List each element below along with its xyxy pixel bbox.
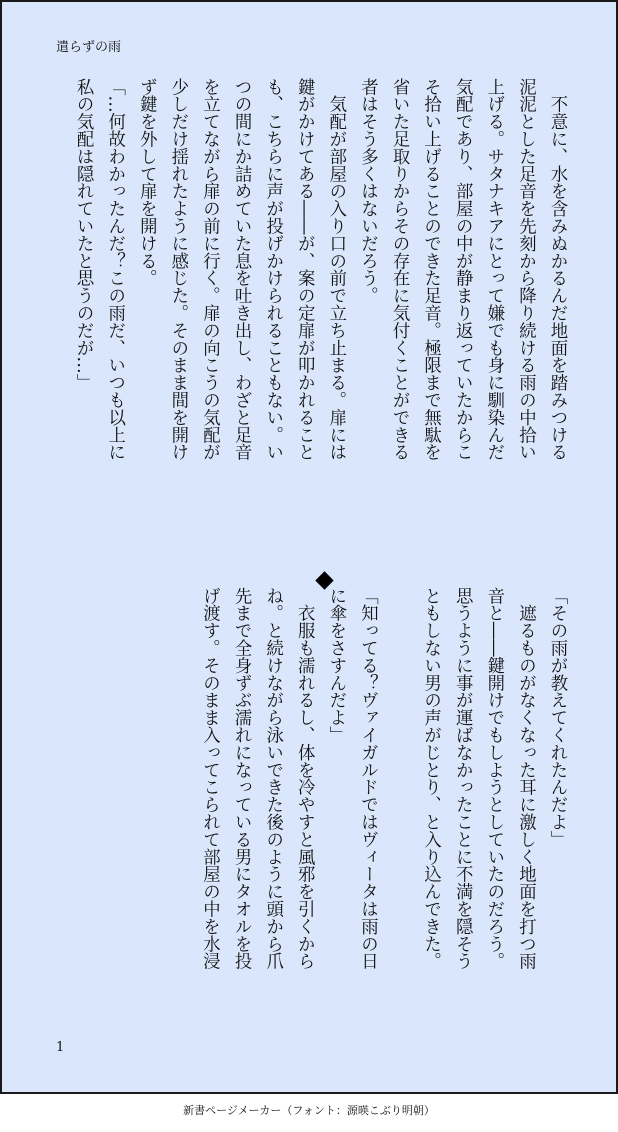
text-line: 泥泥とした足音を先刻から降り続ける雨の中拾い xyxy=(515,78,536,461)
text-block-bottom xyxy=(193,587,572,1007)
text-line: 「知ってる？ヴァイガルドではヴィータは雨の日 xyxy=(357,587,378,970)
text-line: 気配であり、部屋の中が静まり返っていたからこ xyxy=(452,78,473,461)
text-line: そ拾い上げることのできた足音。極限まで無駄を xyxy=(420,78,441,461)
text-line: げ渡す。そのまま入ってこられて部屋の中を水浸 xyxy=(199,587,220,970)
text-line: 省いた足取りからその存在に気付くことができる xyxy=(389,78,410,461)
text-line: 少しだけ揺れたように感じた。そのまま間を開け xyxy=(167,78,188,461)
text-line: 「その雨が教えてくれたんだよ」 xyxy=(547,587,567,848)
text-line: に傘をさすんだよ」 xyxy=(325,587,346,744)
page-title: 遣らずの雨 xyxy=(56,40,122,55)
page-number: 1 xyxy=(56,1040,65,1055)
text-line: ず鍵を外して扉を開ける。 xyxy=(136,78,157,287)
text-line: を立てながら扉の前に行く。扉の向こうの気配が xyxy=(199,78,220,461)
text-line: 衣服も濡れるし、体を冷やすと風邪を引くから xyxy=(294,587,315,970)
text-line: 音と――鍵開けでもしようとしていたのだろう。 xyxy=(483,587,504,970)
text-line: 私の気配は隠れていたと思うのだが…」 xyxy=(73,78,94,392)
text-line: 思うように事が運ばなかったことに不満を隠そう xyxy=(452,587,473,970)
text-line: ともしない男の声がじとり、と入り込んできた。 xyxy=(420,587,441,970)
text-line: 鍵がかけてある――が、案の定扉が叩かれること xyxy=(294,78,315,461)
text-line: ね。と続けながら泳いできた後のように頭から爪 xyxy=(262,587,283,970)
text-line: つの間にか詰めていた息を吐き出し、わざと足音 xyxy=(231,78,252,461)
text-line: 気配が部屋の入り口の前で立ち止まる。扉には xyxy=(325,78,346,461)
footer-credit: 新書ページメーカー（フォント：源暎こぶり明朝） xyxy=(183,1104,435,1117)
text-line-blank xyxy=(382,587,414,1007)
text-line: も、こちらに声が投げかけられることもない。い xyxy=(262,78,283,461)
text-line: 不意に、水を含みぬかるんだ地面を踏みつける xyxy=(547,78,567,461)
text-line: 先まで全身ずぶ濡れになっている男にタオルを投 xyxy=(231,587,252,970)
text-line: 「…何故わかったんだ？この雨だ、いつも以上に xyxy=(104,78,125,461)
text-line: 者はそう多くはないだろう。 xyxy=(357,78,378,305)
text-block-top xyxy=(67,78,573,538)
text-line: 遮るものがなくなった耳に激しく地面を打つ雨 xyxy=(515,587,536,970)
text-line: 上げる。サタナキアにとって嫌でも身に馴染んだ xyxy=(483,78,504,461)
